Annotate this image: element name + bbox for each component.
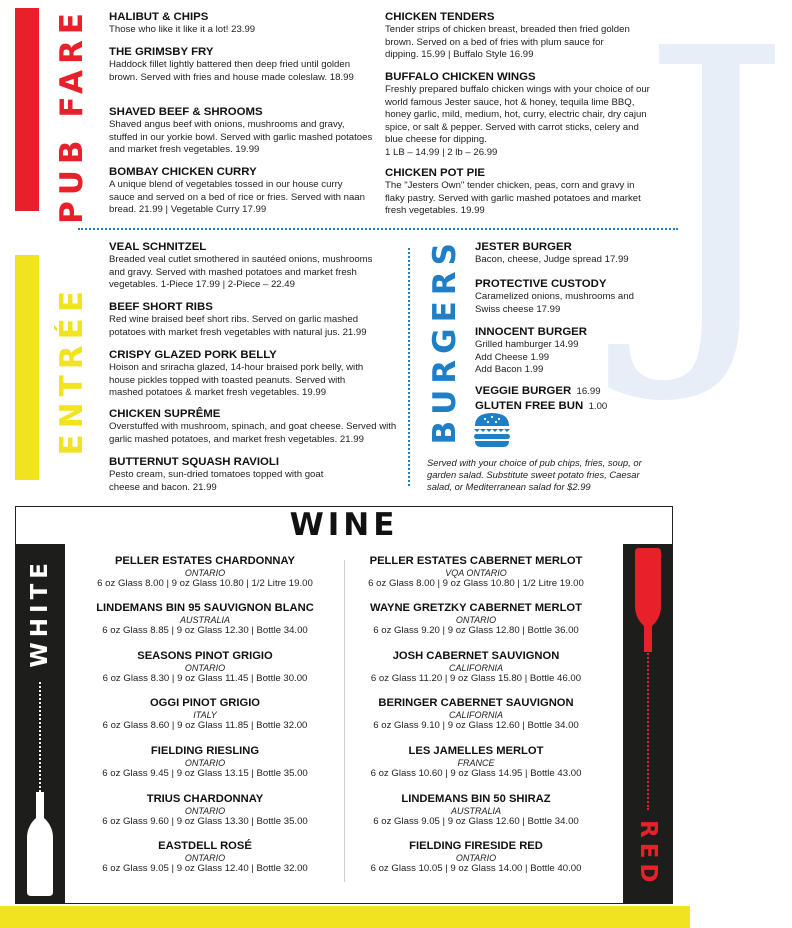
menu-item: [475, 325, 655, 377]
item-name: CHICKEN TENDERS: [385, 11, 495, 23]
wine-name: EASTDELL ROSÉ: [158, 840, 252, 852]
wine-entry: [80, 601, 330, 637]
item-desc: Red wine braised beef short ribs. Served on garlic mashed potatoes with market fresh vegetables with natural jus. 21.99: [109, 314, 367, 338]
wine-bottle-icon: [633, 548, 663, 652]
menu-item: [109, 105, 374, 157]
burger-icon: [471, 410, 513, 450]
menu-item: [109, 300, 389, 339]
wine-origin: ONTARIO: [184, 758, 226, 768]
menu-item: [475, 277, 635, 316]
wine-entry: [80, 696, 330, 732]
wine-name: SEASONS PINOT GRIGIO: [137, 650, 273, 662]
item-name: BUTTERNUT SQUASH RAVIOLI: [109, 456, 280, 468]
wine-origin: FRANCE: [457, 758, 495, 768]
wine-heading: WINE: [289, 507, 399, 543]
wine-origin: ONTARIO: [455, 853, 497, 863]
item-price: 1 LB – 14.99 | 2 lb – 26.99: [385, 146, 498, 158]
wine-origin: AUSTRALIA: [450, 806, 501, 816]
wine-prices: 6 oz Glass 8.00 | 9 oz Glass 10.80 | 1/2 Litre 19.00: [97, 578, 313, 589]
item-desc: Haddock fillet lightly battered then deep fried until golden brown. Served with fries and house made coleslaw. 18.99: [109, 59, 354, 83]
wine-origin: AUSTRALIA: [179, 615, 230, 625]
red-wine-label: RED: [635, 820, 661, 888]
wine-prices: 6 oz Glass 8.00 | 9 oz Glass 10.80 | 1/2 Litre 19.00: [368, 578, 584, 589]
item-name: VEGGIE BURGER: [475, 385, 572, 397]
wine-entry: [351, 744, 601, 780]
item-desc: A unique blend of vegetables tossed in our house curry sauce and served on a bed of rice or fries. Served with naan bread. 21.99 | Vegetable Curry 17.99: [109, 179, 365, 215]
item-desc: Shaved angus beef with onions, mushrooms and gravy, stuffed in our yorkie bowl. Served with garlic mashed potatoes and market fresh vegetables. 19.99: [109, 119, 373, 155]
menu-item: [109, 407, 399, 446]
item-price: 16.99: [576, 386, 601, 397]
wine-prices: 6 oz Glass 9.60 | 9 oz Glass 13.30 | Bottle 35.00: [102, 816, 308, 827]
entree-color-bar: [15, 255, 39, 480]
background-j-watermark: J: [640, 0, 792, 411]
menu-item: [109, 348, 379, 400]
item-desc: The "Jesters Own" tender chicken, peas, corn and gravy in flaky pastry. Served with garlic mashed potatoes and market fresh vegetables. 19.99: [385, 180, 641, 216]
wine-entry: [351, 696, 601, 732]
item-name: INNOCENT BURGER: [475, 326, 588, 338]
item-name: VEAL SCHNITZEL: [109, 241, 207, 253]
menu-item: [385, 10, 630, 62]
wine-bottle-icon: [25, 792, 55, 896]
item-name: BOMBAY CHICKEN CURRY: [109, 166, 257, 178]
item-name: HALIBUT & CHIPS: [109, 11, 209, 23]
wine-column-divider: [344, 560, 345, 882]
menu-item: [109, 10, 369, 37]
pub-fare-color-bar: [15, 8, 39, 211]
menu-item: [109, 455, 324, 494]
pub-fare-heading: PUB FARE: [54, 6, 90, 224]
wine-name: WAYNE GRETZKY CABERNET MERLOT: [370, 602, 582, 614]
wine-name: LINDEMANS BIN 50 SHIRAZ: [401, 793, 551, 805]
wine-name: PELLER ESTATES CHARDONNAY: [114, 555, 296, 567]
wine-origin: ONTARIO: [184, 663, 226, 673]
wine-name: FIELDING FIRESIDE RED: [409, 840, 543, 852]
item-desc: Pesto cream, sun-dried tomatoes topped with goat cheese and bacon. 21.99: [109, 469, 324, 493]
wine-name: BERINGER CABERNET SAUVIGNON: [378, 697, 574, 709]
wine-name: FIELDING RIESLING: [150, 745, 260, 757]
menu-item: [475, 240, 665, 267]
item-price: 1.00: [588, 400, 608, 412]
wine-entry: [351, 792, 601, 828]
item-desc: Overstuffed with mushroom, spinach, and goat cheese. Served with garlic mashed potatoes, and market fresh vegetables. 21.99: [109, 421, 397, 445]
wine-entry: [351, 554, 601, 590]
item-desc: Hoison and sriracha glazed, 14-hour braised pork belly, with house pickles topped with toasted peanuts. Served with mashed potatoes & market fresh vegetables. 19.99: [109, 362, 364, 398]
wine-name: PELLER ESTATES CABERNET MERLOT: [369, 555, 583, 567]
item-name: BEEF SHORT RIBS: [109, 301, 213, 313]
menu-item: [109, 240, 391, 292]
wine-origin: ONTARIO: [184, 853, 226, 863]
burgers-heading: BURGERS: [427, 236, 463, 445]
red-band-dots: [647, 650, 649, 810]
item-name: THE GRIMSBY FRY: [109, 46, 214, 58]
menu-item: [109, 165, 369, 217]
burger-sides-note: Served with your choice of pub chips, fries, soup, or garden salad. Substitute sweet potato fries, Caesar salad, or Mediterranean salad for $2.99: [427, 457, 642, 492]
wine-origin: ONTARIO: [184, 806, 226, 816]
wine-name: TRIUS CHARDONNAY: [146, 793, 264, 805]
menu-item: [109, 45, 354, 84]
menu-item: [385, 70, 657, 159]
wine-prices: 6 oz Glass 11.20 | 9 oz Glass 15.80 | Bottle 46.00: [370, 673, 582, 684]
item-name: SHAVED BEEF & SHROOMS: [109, 106, 263, 118]
item-name: JESTER BURGER: [475, 241, 572, 253]
section-divider-dotted: [78, 228, 678, 230]
wine-name: LES JAMELLES MERLOT: [408, 745, 544, 757]
wine-origin: CALIFORNIA: [448, 710, 503, 720]
wine-prices: 6 oz Glass 8.30 | 9 oz Glass 11.45 | Bottle 30.00: [102, 673, 308, 684]
wine-prices: 6 oz Glass 10.60 | 9 oz Glass 14.95 | Bottle 43.00: [370, 768, 582, 779]
wine-entry: [351, 839, 601, 875]
wine-entry: [80, 554, 330, 590]
item-extra: Add Bacon 1.99: [475, 364, 544, 375]
menu-item: [385, 166, 655, 218]
menu-item: [475, 384, 665, 413]
wine-origin: ONTARIO: [455, 615, 497, 625]
item-desc: Those who like it like it a lot! 23.99: [109, 24, 256, 35]
item-desc: Breaded veal cutlet smothered in sautéed onions, mushrooms and gravy. Served with mashed potatoes and market fresh vegetables. 1-Piece 17.99 | 2-Piece – 22.49: [109, 254, 373, 290]
item-name: CHICKEN SUPRÊME: [109, 408, 221, 420]
footer-yellow-strip: [0, 906, 690, 928]
wine-origin: ITALY: [193, 710, 217, 720]
wine-entry: [351, 601, 601, 637]
item-desc: Freshly prepared buffalo chicken wings with your choice of our world famous Jester sauce, hot & honey, tequila lime BBQ, honey garlic, mild, medium, hot, curry, electric chair, dry cajun spice, or salt & pepper. Served with carrot sticks, celery and blue cheese for dipping.: [385, 84, 650, 145]
white-band-dots: [39, 682, 41, 792]
wine-entry: [80, 792, 330, 828]
item-name: PROTECTIVE CUSTODY: [475, 278, 607, 290]
wine-prices: 6 oz Glass 9.05 | 9 oz Glass 12.40 | Bottle 32.00: [102, 863, 308, 874]
item-desc: Tender strips of chicken breast, breaded then fried golden brown. Served on a bed of fries with plum sauce for dipping. 15.99 | Buffalo Style 16.99: [385, 24, 630, 60]
item-name: GLUTEN FREE BUN: [475, 399, 584, 412]
wine-name: JOSH CABERNET SAUVIGNON: [392, 650, 560, 662]
wine-prices: 6 oz Glass 9.05 | 9 oz Glass 12.60 | Bottle 34.00: [373, 816, 579, 827]
white-wine-label: WHITE: [27, 558, 53, 668]
wine-origin: CALIFORNIA: [448, 663, 503, 673]
item-desc: Caramelized onions, mushrooms and Swiss cheese 17.99: [475, 291, 634, 315]
wine-origin: ONTARIO: [184, 568, 226, 578]
wine-entry: [80, 649, 330, 685]
wine-prices: 6 oz Glass 8.60 | 9 oz Glass 11.85 | Bottle 32.00: [102, 720, 308, 731]
item-desc: Grilled hamburger 14.99: [475, 339, 579, 350]
wine-entry: [351, 649, 601, 685]
wine-entry: [80, 839, 330, 875]
wine-name: OGGI PINOT GRIGIO: [149, 697, 261, 709]
item-name: BUFFALO CHICKEN WINGS: [385, 71, 536, 83]
wine-name: LINDEMANS BIN 95 SAUVIGNON BLANC: [96, 602, 314, 614]
item-extra: Add Cheese 1.99: [475, 351, 550, 363]
wine-origin: VQA ONTARIO: [445, 568, 507, 578]
column-divider-dotted: [408, 248, 410, 486]
entree-heading: ENTRÉE: [54, 284, 90, 456]
wine-prices: 6 oz Glass 9.10 | 9 oz Glass 12.60 | Bottle 34.00: [373, 720, 579, 731]
wine-prices: 6 oz Glass 9.45 | 9 oz Glass 13.15 | Bottle 35.00: [102, 768, 308, 779]
item-name: CHICKEN POT PIE: [385, 167, 485, 179]
wine-prices: 6 oz Glass 10.05 | 9 oz Glass 14.00 | Bottle 40.00: [370, 863, 582, 874]
wine-prices: 6 oz Glass 8.85 | 9 oz Glass 12.30 | Bottle 34.00: [102, 625, 308, 636]
item-desc: Bacon, cheese, Judge spread 17.99: [475, 254, 629, 265]
wine-entry: [80, 744, 330, 780]
item-name: CRISPY GLAZED PORK BELLY: [109, 349, 277, 361]
wine-prices: 6 oz Glass 9.20 | 9 oz Glass 12.80 | Bottle 36.00: [373, 625, 579, 636]
